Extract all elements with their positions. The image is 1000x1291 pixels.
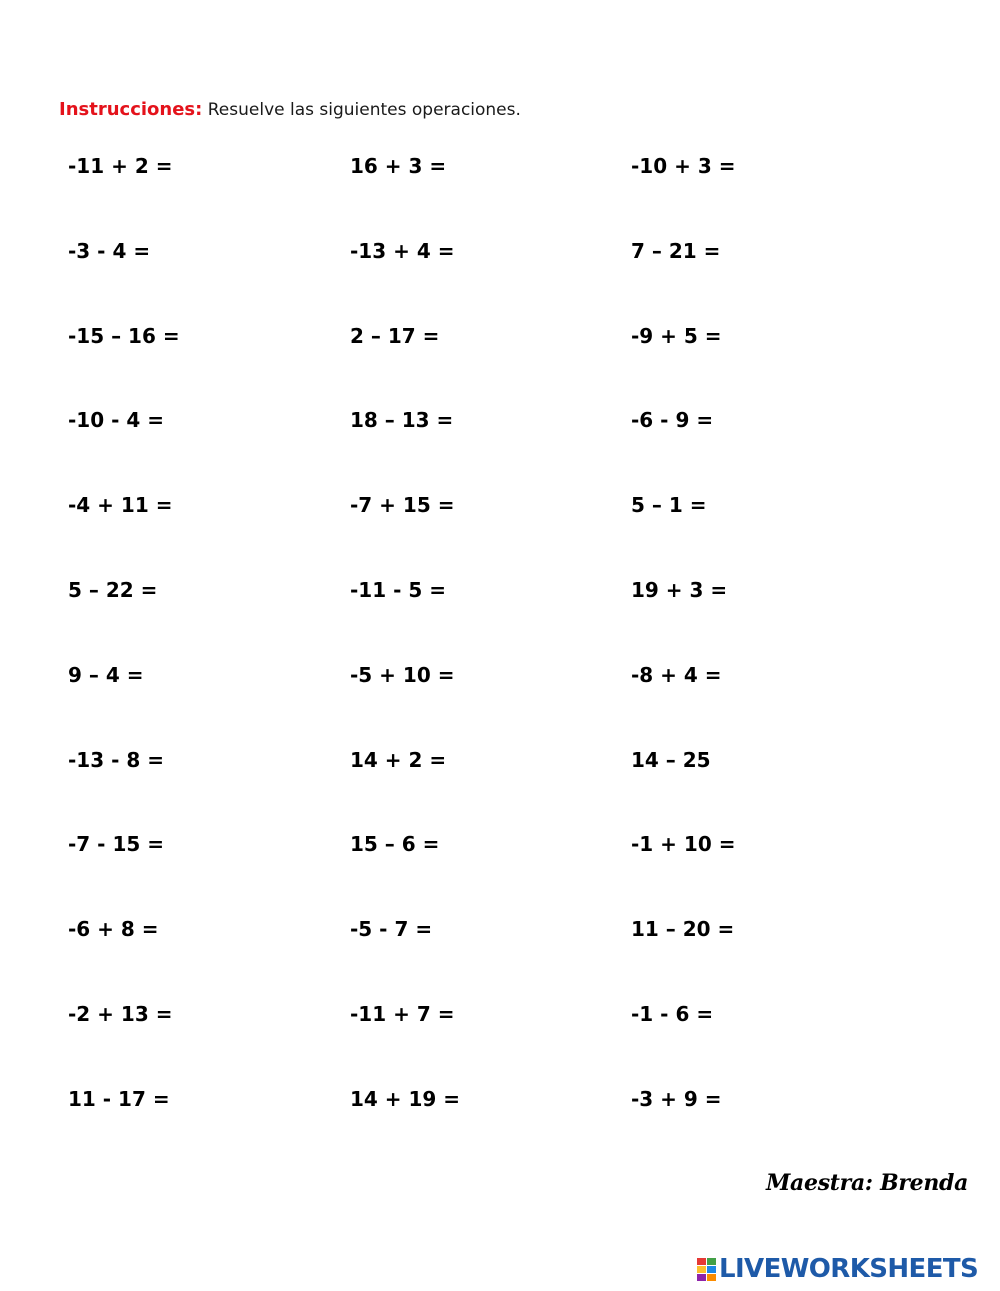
operation: 15 – 6 = — [350, 832, 440, 857]
operation: -1 - 6 = — [631, 1001, 714, 1026]
operation-row — [68, 574, 828, 659]
operation: -10 - 4 = — [68, 408, 164, 433]
logo-blocks-icon — [697, 1258, 716, 1281]
operation: 14 – 25 — [631, 747, 711, 772]
logo-block — [697, 1266, 706, 1273]
operation: -5 - 7 = — [350, 917, 433, 942]
operation: 14 + 19 = — [350, 1086, 461, 1111]
operation: 5 – 1 = — [631, 493, 707, 518]
operation: 9 – 4 = — [68, 662, 144, 687]
operation: 11 – 20 = — [631, 917, 735, 942]
operation-row — [68, 659, 828, 744]
operation: -13 + 4 = — [350, 238, 455, 263]
operation-row — [68, 150, 828, 235]
operation: -9 + 5 = — [631, 323, 722, 348]
operation: -8 + 4 = — [631, 662, 722, 687]
instructions-text: Resuelve las siguientes operaciones. — [202, 100, 521, 120]
logo-block — [707, 1266, 716, 1273]
operation: 18 – 13 = — [350, 408, 454, 433]
teacher-signature: Maestra: Brenda — [766, 1170, 969, 1196]
operation-row — [68, 235, 828, 320]
operation: -7 - 15 = — [68, 832, 164, 857]
operation: -1 + 10 = — [631, 832, 736, 857]
operation: 19 + 3 = — [631, 577, 728, 602]
operation: 16 + 3 = — [350, 154, 447, 178]
operation-row — [68, 744, 828, 829]
logo-block — [697, 1274, 706, 1281]
operation-row — [68, 828, 828, 913]
operation: -6 - 9 = — [631, 408, 714, 433]
operation: -4 + 11 = — [68, 493, 173, 518]
operation: -6 + 8 = — [68, 917, 159, 942]
operation: 5 – 22 = — [68, 577, 158, 602]
logo-block — [707, 1274, 716, 1281]
operation: -15 – 16 = — [68, 323, 180, 348]
liveworksheets-logo — [697, 1254, 978, 1284]
operation: 14 + 2 = — [350, 747, 447, 772]
operation-row — [68, 998, 828, 1083]
operation-row — [68, 320, 828, 405]
operation-row — [68, 913, 828, 998]
logo-block — [707, 1258, 716, 1265]
operation: -3 + 9 = — [631, 1086, 722, 1111]
logo-text: LIVEWORKSHEETS — [719, 1254, 979, 1284]
operation: -5 + 10 = — [350, 662, 455, 687]
operation: -10 + 3 = — [631, 154, 736, 178]
operation: -3 - 4 = — [68, 238, 151, 263]
operation: 11 - 17 = — [68, 1086, 170, 1111]
operation-row — [68, 404, 828, 489]
operation: -13 - 8 = — [68, 747, 164, 772]
operation: 2 – 17 = — [350, 323, 440, 348]
operation: -11 - 5 = — [350, 577, 446, 602]
operation-row — [68, 489, 828, 574]
operation: -11 + 2 = — [68, 154, 173, 178]
operation: -2 + 13 = — [68, 1001, 173, 1026]
operation: -7 + 15 = — [350, 493, 455, 518]
operation: -11 + 7 = — [350, 1001, 455, 1026]
logo-block — [697, 1258, 706, 1265]
instructions — [59, 99, 521, 120]
instructions-label: Instrucciones: — [59, 99, 203, 120]
operation: 7 – 21 = — [631, 238, 721, 263]
operation-row — [68, 1083, 828, 1168]
operations-grid — [68, 150, 828, 1168]
